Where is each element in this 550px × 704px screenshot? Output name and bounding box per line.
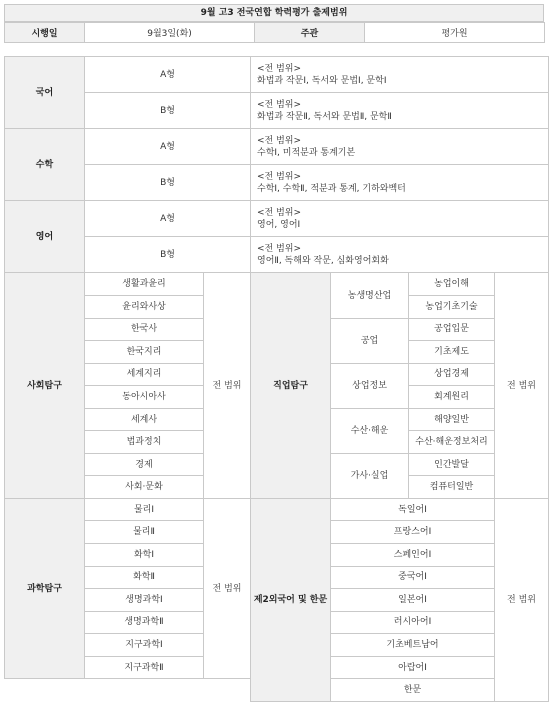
vocational-group: 수산·해운 xyxy=(331,408,409,453)
foreign-subject: 한문 xyxy=(331,679,495,702)
english-subject: 영어 xyxy=(5,201,85,273)
scope-text: 수학Ⅰ, 미적분과 통계기본 xyxy=(257,147,356,158)
org-label: 주관 xyxy=(255,23,365,43)
page-title: 9월 고3 전국연합 학력평가 출제범위 xyxy=(4,4,544,22)
science-subject: 물리Ⅱ xyxy=(85,521,204,544)
math-type-a: A형 xyxy=(85,129,251,165)
science-subject: 지구과학Ⅰ xyxy=(85,634,204,657)
vocational-subject: 해양일반 xyxy=(409,408,495,431)
scope-heading: <전 범위> xyxy=(257,99,302,110)
social-subject: 윤리와사상 xyxy=(85,296,204,319)
science-subject: 생명과학Ⅰ xyxy=(85,589,204,612)
foreign-category: 제2외국어 및 한문 xyxy=(251,498,331,701)
foreign-subject: 스페인어Ⅰ xyxy=(331,544,495,567)
foreign-subject: 아랍어Ⅰ xyxy=(331,656,495,679)
science-subject: 물리Ⅰ xyxy=(85,498,204,521)
english-type-a: A형 xyxy=(85,201,251,237)
exam-scope-table xyxy=(4,56,549,702)
foreign-subject: 독일어Ⅰ xyxy=(331,498,495,521)
math-a-scope xyxy=(251,129,549,165)
korean-b-scope xyxy=(251,93,549,129)
vocational-subject: 인간발달 xyxy=(409,453,495,476)
empty-cell xyxy=(5,679,251,702)
vocational-subject: 공업입문 xyxy=(409,318,495,341)
foreign-subject: 프랑스어Ⅰ xyxy=(331,521,495,544)
social-subject: 법과정치 xyxy=(85,431,204,454)
social-category: 사회탐구 xyxy=(5,273,85,498)
date-value: 9월3일(화) xyxy=(85,23,255,43)
social-subject: 경제 xyxy=(85,453,204,476)
org-value: 평가원 xyxy=(365,23,545,43)
scope-heading: <전 범위> xyxy=(257,135,302,146)
scope-text: 화법과 작문Ⅱ, 독서와 문법Ⅱ, 문학Ⅱ xyxy=(257,111,392,122)
math-subject: 수학 xyxy=(5,129,85,201)
scope-heading: <전 범위> xyxy=(257,243,302,254)
vocational-subject: 농업기초기술 xyxy=(409,296,495,319)
social-subject: 생활과윤리 xyxy=(85,273,204,296)
vocational-group: 농생명산업 xyxy=(331,273,409,318)
social-subject: 세계지리 xyxy=(85,363,204,386)
exam-info-table xyxy=(4,22,545,43)
vocational-subject: 컴퓨터일반 xyxy=(409,476,495,499)
foreign-subject: 기초베트남어 xyxy=(331,634,495,657)
vocational-subject: 농업이해 xyxy=(409,273,495,296)
math-type-b: B형 xyxy=(85,165,251,201)
science-subject: 화학Ⅱ xyxy=(85,566,204,589)
foreign-subject: 중국어Ⅰ xyxy=(331,566,495,589)
social-subject: 한국사 xyxy=(85,318,204,341)
scope-text: 화법과 작문Ⅰ, 독서와 문법Ⅰ, 문학Ⅰ xyxy=(257,75,387,86)
science-subject: 지구과학Ⅱ xyxy=(85,656,204,679)
social-subject: 사회·문화 xyxy=(85,476,204,499)
vocational-category: 직업탐구 xyxy=(251,273,331,498)
scope-text: 영어, 영어Ⅰ xyxy=(257,219,301,230)
social-subject: 한국지리 xyxy=(85,341,204,364)
vocational-subject: 기초제도 xyxy=(409,341,495,364)
social-range: 전 범위 xyxy=(204,273,251,498)
vocational-range: 전 범위 xyxy=(495,273,549,498)
vocational-group: 상업정보 xyxy=(331,363,409,408)
korean-type-a: A형 xyxy=(85,57,251,93)
vocational-group: 공업 xyxy=(331,318,409,363)
math-b-scope xyxy=(251,165,549,201)
vocational-group: 가사·실업 xyxy=(331,453,409,498)
english-b-scope xyxy=(251,237,549,273)
vocational-subject: 상업경제 xyxy=(409,363,495,386)
science-category: 과학탐구 xyxy=(5,498,85,678)
science-subject: 화학Ⅰ xyxy=(85,544,204,567)
scope-heading: <전 범위> xyxy=(257,207,302,218)
english-a-scope xyxy=(251,201,549,237)
scope-text: 영어Ⅱ, 독해와 작문, 심화영어회화 xyxy=(257,255,389,266)
social-subject: 세계사 xyxy=(85,408,204,431)
english-type-b: B형 xyxy=(85,237,251,273)
vocational-subject: 회계원리 xyxy=(409,386,495,409)
social-subject: 동아시아사 xyxy=(85,386,204,409)
korean-subject: 국어 xyxy=(5,57,85,129)
korean-a-scope xyxy=(251,57,549,93)
scope-text: 수학Ⅰ, 수학Ⅱ, 적분과 통계, 기하와벡터 xyxy=(257,183,406,194)
science-range: 전 범위 xyxy=(204,498,251,678)
science-subject: 생명과학Ⅱ xyxy=(85,611,204,634)
scope-heading: <전 범위> xyxy=(257,171,302,182)
korean-type-b: B형 xyxy=(85,93,251,129)
vocational-subject: 수산·해운정보처리 xyxy=(409,431,495,454)
foreign-range: 전 범위 xyxy=(495,498,549,701)
scope-heading: <전 범위> xyxy=(257,63,302,74)
foreign-subject: 일본어Ⅰ xyxy=(331,589,495,612)
date-label: 시행일 xyxy=(5,23,85,43)
foreign-subject: 러시아어Ⅰ xyxy=(331,611,495,634)
